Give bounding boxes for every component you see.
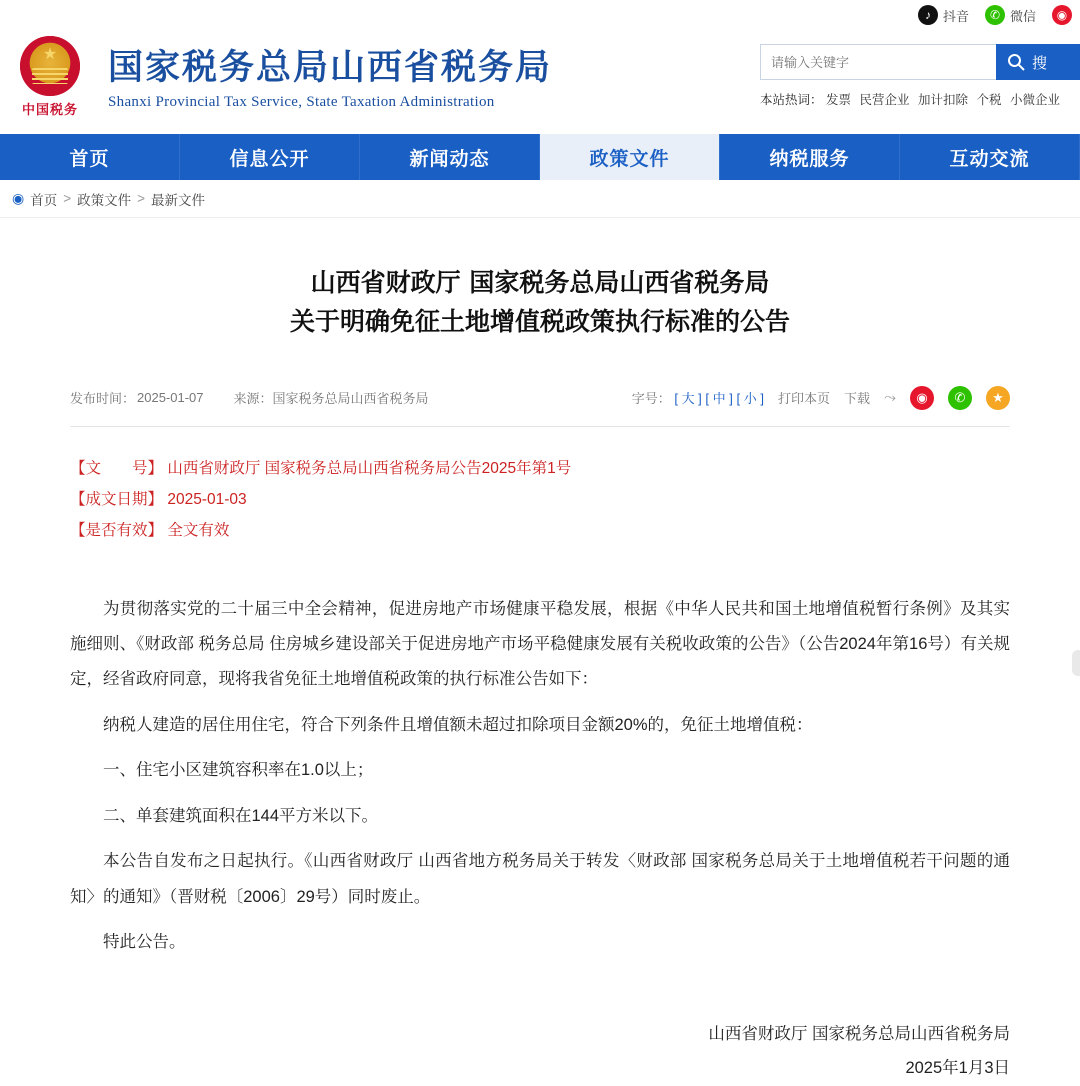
article-paragraph: 纳税人建造的居住用住宅，符合下列条件且增值额未超过扣除项目金额20%的，免征土地增值税： xyxy=(103,715,813,734)
page-title xyxy=(70,264,1010,342)
article-signature xyxy=(70,1017,1010,1086)
site-title-en: Shanxi Provincial Tax Service, State Taxation Administration xyxy=(108,94,495,111)
breadcrumb-item-latest-documents[interactable]: 最新文件 xyxy=(151,192,205,208)
search-row xyxy=(760,44,1080,80)
location-pin-icon: ◉ xyxy=(12,190,25,206)
hotwords-bar xyxy=(760,90,1080,108)
document-validity-row xyxy=(70,515,1010,546)
print-button[interactable]: 打印本页 xyxy=(777,391,830,406)
topbar-link-douyin[interactable] xyxy=(918,5,969,25)
article-paragraph: 本公告自发布之日起执行。《山西省财政厅 山西省地方税务局关于转发〈财政部 国家税务总局关于土地增值税若干问题的通知〉的通知》（晋财税〔2006〕29号）同时废止。 xyxy=(70,852,1010,906)
scrollbar-handle[interactable] xyxy=(1072,650,1080,676)
hotwords-label: 本站热词： xyxy=(760,93,823,107)
font-size-medium[interactable]: [ 中 ] xyxy=(705,391,733,406)
topbar-link-weibo[interactable] xyxy=(1052,5,1072,25)
weixin-icon[interactable]: ✆ xyxy=(948,386,972,410)
site-title-cn: 国家税务总局山西省税务局 xyxy=(108,47,553,88)
document-attributes xyxy=(70,453,1010,546)
breadcrumb-separator: > xyxy=(63,191,72,206)
font-size-small[interactable]: [ 小 ] xyxy=(736,391,764,406)
article-meta xyxy=(70,386,1010,427)
breadcrumb-item-policy-documents[interactable]: 政策文件 xyxy=(77,192,132,208)
douyin-icon: ♪ xyxy=(918,5,938,25)
emblem-label: 中国税务 xyxy=(21,103,78,118)
document-date-value: 2025-01-03 xyxy=(167,490,247,508)
hotword-link[interactable]: 民营企业 xyxy=(859,93,910,107)
search-icon xyxy=(1006,52,1026,72)
search-button-label: 搜 xyxy=(1032,54,1048,72)
source-value: 国家税务总局山西省税务局 xyxy=(272,391,429,406)
emblem-seal-icon xyxy=(20,36,80,96)
signature-date: 2025年1月3日 xyxy=(905,1059,1010,1078)
site-title-block xyxy=(108,36,552,111)
font-size-control xyxy=(632,388,764,407)
weibo-icon: ◉ xyxy=(1052,5,1072,25)
topbar-link-weixin[interactable] xyxy=(985,5,1036,25)
breadcrumb-separator: > xyxy=(137,191,145,206)
hotword-link[interactable]: 小微企业 xyxy=(1010,93,1061,107)
document-validity-value: 全文有效 xyxy=(167,521,230,539)
document-validity-label: 【是否有效】 xyxy=(70,521,164,539)
article-body xyxy=(70,592,1010,961)
page-title-line2: 关于明确免征土地增值税政策执行标准的公告 xyxy=(289,306,790,336)
topbar-link-label: 抖音 xyxy=(942,8,969,24)
top-utility-bar xyxy=(0,0,1080,30)
document-number-value: 山西省财政厅 国家税务总局山西省税务局公告2025年第1号 xyxy=(167,459,572,477)
tax-emblem xyxy=(14,36,86,122)
search-button[interactable] xyxy=(996,44,1080,80)
article-paragraph: 二、单套建筑面积在144平方米以下。 xyxy=(103,806,379,825)
share-icon[interactable]: ⤳ xyxy=(883,389,896,406)
nav-item-news[interactable]: 新闻动态 xyxy=(360,134,540,180)
signature-org: 山西省财政厅 国家税务总局山西省税务局 xyxy=(708,1024,1010,1043)
main-nav xyxy=(0,134,1080,180)
page-title-line1: 山西省财政厅 国家税务总局山西省税务局 xyxy=(310,268,770,297)
document-date-row xyxy=(70,484,1010,515)
nav-item-home[interactable]: 首页 xyxy=(0,134,180,180)
download-button[interactable]: 下载 xyxy=(843,391,870,406)
article-paragraph: 为贯彻落实党的二十届三中全会精神，促进房地产市场健康平稳发展，根据《中华人民共和国土地增值税暂行条例》及其实施细则、《财政部 税务总局 住房城乡建设部关于促进房地产市场平稳健康发展有关税收政策的公告》（公告2024年第16号）有关规定，经省政府同意，现将我省免征土地增值税政策的执行标准公告如下： xyxy=(70,599,1010,689)
font-size-large[interactable]: [ 大 ] xyxy=(674,391,702,406)
nav-item-policy-documents[interactable]: 政策文件 xyxy=(540,134,720,180)
breadcrumb xyxy=(0,180,1080,218)
article-paragraph: 一、住宅小区建筑容积率在1.0以上； xyxy=(103,761,374,780)
qzone-icon[interactable]: ★ xyxy=(986,386,1010,410)
hotword-link[interactable]: 发票 xyxy=(826,93,852,107)
hotword-link[interactable]: 加计扣除 xyxy=(918,93,969,107)
nav-item-tax-services[interactable]: 纳税服务 xyxy=(720,134,900,180)
document-number-label: 【文 号】 xyxy=(70,459,164,477)
nav-item-information-disclosure[interactable]: 信息公开 xyxy=(180,134,360,180)
topbar-link-label: 微信 xyxy=(1009,8,1036,24)
document-date-label: 【成文日期】 xyxy=(70,490,164,508)
document-number-row xyxy=(70,453,1010,484)
weibo-icon[interactable]: ◉ xyxy=(910,386,934,410)
search-input[interactable] xyxy=(760,44,996,80)
publish-time-label: 发布时间： xyxy=(70,391,136,406)
article xyxy=(70,218,1010,1086)
site-header xyxy=(0,30,1080,134)
hotword-link[interactable]: 个税 xyxy=(976,93,1002,107)
source-label: 来源： xyxy=(233,391,273,406)
header-search-area xyxy=(760,44,1080,108)
publish-time-value: 2025-01-07 xyxy=(137,390,204,405)
nav-item-interaction[interactable]: 互动交流 xyxy=(900,134,1080,180)
breadcrumb-item-home[interactable]: 首页 xyxy=(30,192,58,208)
article-paragraph: 特此公告。 xyxy=(103,933,186,952)
weixin-icon: ✆ xyxy=(985,5,1005,25)
font-size-label: 字号： xyxy=(631,391,671,406)
